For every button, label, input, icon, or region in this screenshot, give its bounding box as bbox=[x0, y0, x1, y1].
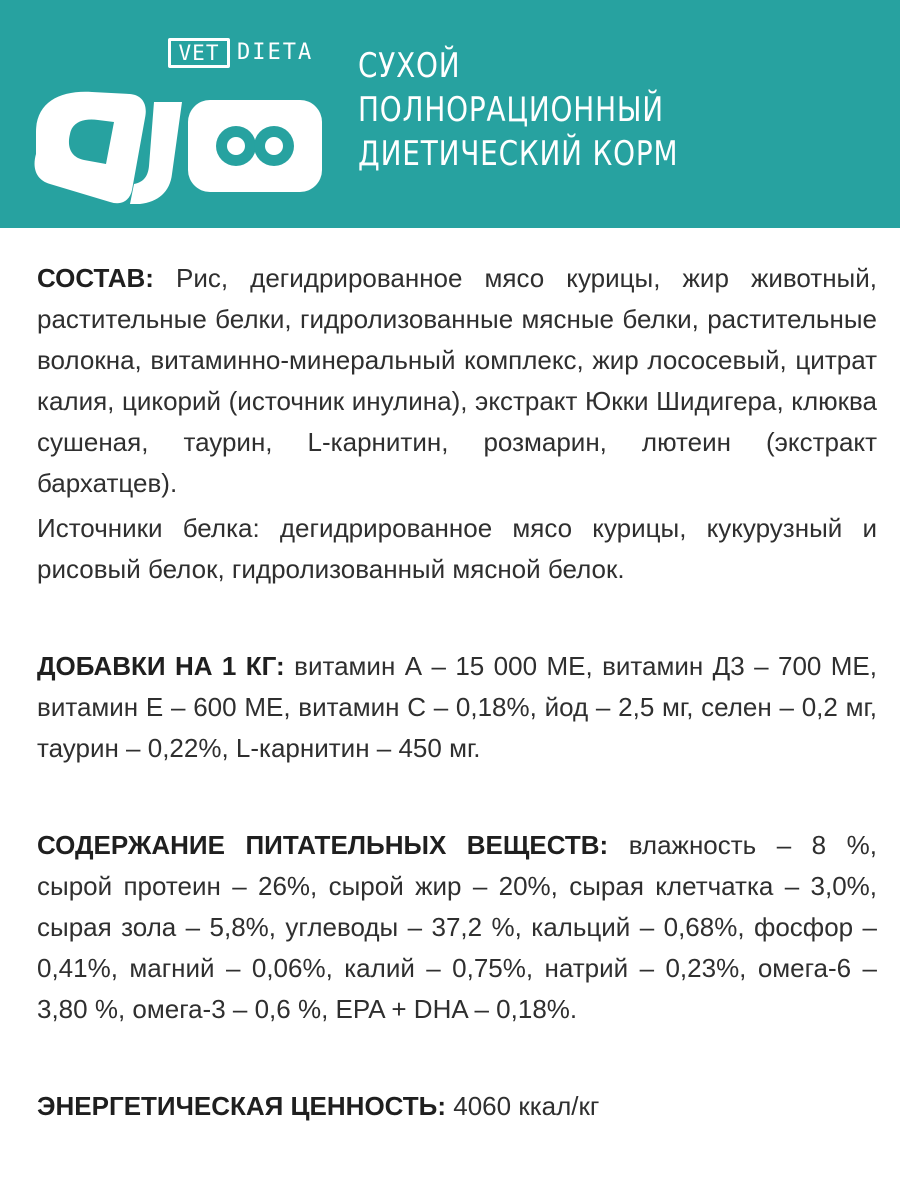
vet-badge: VET bbox=[168, 38, 230, 68]
composition-section bbox=[37, 258, 877, 504]
dieta-label: DIETA bbox=[237, 40, 314, 65]
energy-label: ЭНЕРГЕТИЧЕСКАЯ ЦЕННОСТЬ: bbox=[37, 1091, 447, 1121]
title-line-3: ДИЕТИЧЕСКИЙ КОРМ bbox=[358, 134, 679, 174]
title-line-2: ПОЛНОРАЦИОННЫЙ bbox=[358, 90, 664, 130]
energy-section bbox=[37, 1086, 877, 1127]
protein-sources: Источники белка: дегидрированное мясо курицы, кукурузный и рисовый белок, гидролизованный мясной белок. bbox=[37, 513, 877, 584]
additives-text: витамин А – 15 000 МЕ, витамин Д3 – 700 МЕ, витамин Е – 600 МЕ, витамин С – 0,18%, йод – 2,5 мг, селен – 0,2 мг, таурин – 0,22%, L-карнитин – 450 мг. bbox=[37, 651, 878, 763]
nutrients-section bbox=[37, 825, 877, 1030]
product-info bbox=[37, 258, 877, 1127]
brand-logo bbox=[0, 0, 340, 228]
energy-value: 4060 ккал/кг bbox=[453, 1091, 600, 1121]
header-banner bbox=[0, 0, 900, 228]
composition-text: Рис, дегидрированное мясо курицы, жир животный, растительные белки, гидролизованные мясные белки, растительные волокна, витаминно-минеральный комплекс, жир лососевый, цитрат калия, цикорий (источник инулина), экстракт Юкки Шидигера, клюква сушеная, таурин, L-карнитин, розмарин, лютеин (экстракт бархатцев). bbox=[37, 263, 877, 498]
additives-section bbox=[37, 646, 877, 769]
title-line-1: СУХОЙ bbox=[358, 46, 461, 86]
nutrients-text: влажность – 8 %, сырой протеин – 26%, сырой жир – 20%, сырая клетчатка – 3,0%, сырая зола – 5,8%, углеводы – 37,2 %, кальций – 0,68%, фосфор – 0,41%, магний – 0,06%, калий – 0,75%, натрий – 0,23%, омега-6 – 3,80 %, омега-3 – 0,6 %, EPA + DHA – 0,18%. bbox=[37, 830, 877, 1024]
composition-label: СОСТАВ: bbox=[37, 263, 154, 293]
additives-label: ДОБАВКИ НА 1 КГ: bbox=[37, 651, 285, 681]
product-title bbox=[358, 44, 888, 176]
brand-tagline: technology and care bbox=[196, 181, 298, 190]
nutrients-label: СОДЕРЖАНИЕ ПИТАТЕЛЬНЫХ ВЕЩЕСТВ: bbox=[37, 830, 609, 860]
